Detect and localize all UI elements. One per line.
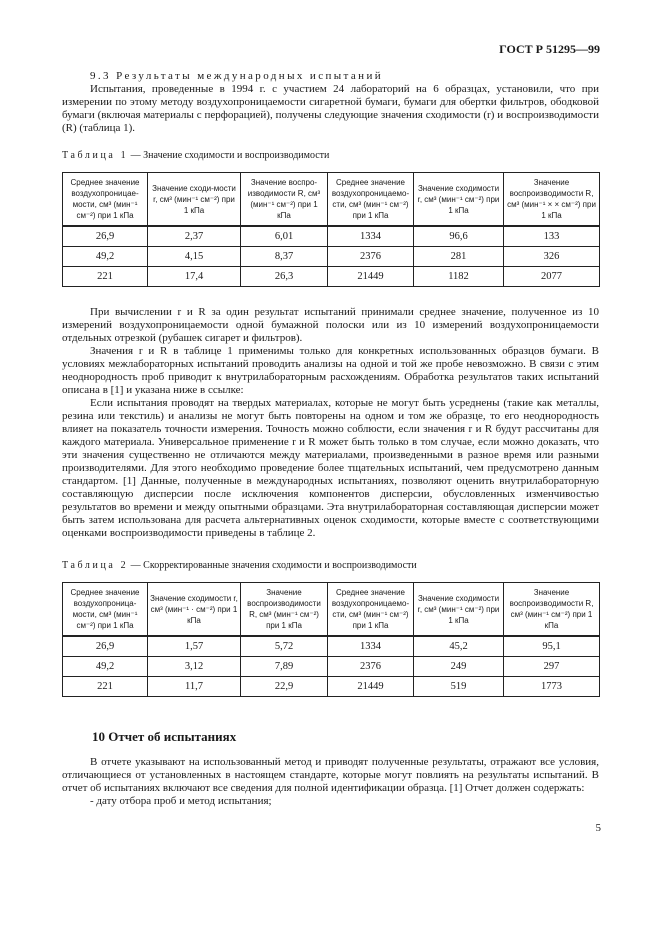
table1-caption <box>62 150 329 161</box>
document-header: ГОСТ Р 51295—99 <box>499 42 600 56</box>
table2-header-row <box>63 583 600 637</box>
table2-header: Среднее значение воздухопроница-мости, см³ (мин⁻¹ см⁻²) при 1 кПа <box>63 583 148 637</box>
table-cell: 49,2 <box>63 657 148 677</box>
table-cell: 26,9 <box>63 226 148 247</box>
table-cell: 3,12 <box>148 657 241 677</box>
list-item: - дату отбора проб и метод испытания; <box>90 795 272 807</box>
table-cell: 8,37 <box>241 247 328 267</box>
page-number: 5 <box>595 822 601 834</box>
table-cell: 7,89 <box>241 657 328 677</box>
table-cell: 21449 <box>328 267 414 287</box>
section-9-3-paragraph: Испытания, проведенные в 1994 г. с участием 24 лабораторий на 6 образцах, установили, что при измерении по этому методу воздухопроницаемости сигаретной бумаги, бумаги для обертки фильтров, ободковой бумаги (включая материалы с перфорацией), получены следующие значения сходимости (r) и воспроизводимости (R) (таблица 1). <box>62 83 599 134</box>
table-cell: 281 <box>414 247 504 267</box>
section-9-3 <box>62 70 599 135</box>
table1-header-row <box>63 173 600 227</box>
table2 <box>62 582 600 697</box>
paragraph: Если испытания проводят на твердых материалах, которые не могут быть усреднены (такие как металлы, резина или текстиль) и анализы не могут быть повторены на одном и том же образце, то его неоднородность влияет на показатель точности измерения. Точность можно соблюсти, если значения r и R будут рассчитаны для каждого материала. Универсальное применение r и R может быть только в том случае, если можно доказать, что эти значения существенно не отличаются между материалами, произведенными в разное время или разными производителями. Для этого необходимо проведение более тщательных испытаний, чем предусмотрено данным стандартом. [1] Данные, полученные в международных испытаниях, позволяют оценить внутрилабораторную составляющую дисперсии после исключения компонентов дисперсии, обусловленных изменчивостью результатов во времени и между опытными образцами. Эта внутрилабораторная составляющая дисперсии может быть затем использована для расчета альтернативных оценок сходимости, которые вместе с соответствующими оценками воспроизводимости приведены в таблице 2. <box>62 397 599 539</box>
section-9-3-title: 9.3 Результаты международных испытаний <box>90 70 384 82</box>
table-cell: 249 <box>414 657 504 677</box>
table-cell: 1,57 <box>148 636 241 657</box>
paragraph: Значения r и R в таблице 1 применимы только для конкретных использованных образцов бумаги. В условиях межлабораторных испытаний проводить анализы на одной и той же пробе невозможно. В связи с этим неоднородность проб приводит к внутрилабораторным расхождениям. Обработка результатов таких испытаний описана в [1] и указана ниже в ссылке: <box>62 345 599 396</box>
table2-header: Значение сходимости r, см³ (мин⁻¹ см⁻²) при 1 кПа <box>414 583 504 637</box>
table1-header: Значение сходимости r, см³ (мин⁻¹ см⁻²) при 1 кПа <box>414 173 504 227</box>
table-row <box>63 226 600 247</box>
section-10-title: 10 Отчет об испытаниях <box>92 729 237 744</box>
table2-header: Значение сходимости r, см³ (мин⁻¹ · см⁻²) при 1 кПа <box>148 583 241 637</box>
table-cell: 26,3 <box>241 267 328 287</box>
table-cell: 45,2 <box>414 636 504 657</box>
table-cell: 22,9 <box>241 677 328 697</box>
table-cell: 297 <box>504 657 600 677</box>
table1-header: Среднее значение воздухопроницае-мости, см³ (мин⁻¹ см⁻²) при 1 кПа <box>63 173 148 227</box>
table-cell: 5,72 <box>241 636 328 657</box>
table-cell: 2077 <box>504 267 600 287</box>
table-cell: 2376 <box>328 657 414 677</box>
table-cell: 4,15 <box>148 247 241 267</box>
table1 <box>62 172 600 287</box>
table-row <box>63 636 600 657</box>
table2-header: Значение воспроизводимости R, см³ (мин⁻¹ см⁻²) при 1 кПа <box>241 583 328 637</box>
table-cell: 2376 <box>328 247 414 267</box>
table-cell: 221 <box>63 267 148 287</box>
section-10-paragraph: В отчете указывают на использованный метод и приводят полученные результаты, отражают все условия, отличающиеся от установленных в настоящем стандарте, которые могут повлиять на результаты испытаний. В отчет об испытаниях включают все сведения для полной идентификации образца. [1] Отчет должен содержать: <box>62 756 599 794</box>
table1-header: Значение воспро-изводимости R, см³ (мин⁻¹ см⁻²) при 1 кПа <box>241 173 328 227</box>
table1-caption-text: — Значение сходимости и воспроизводимости <box>128 150 330 161</box>
table2-header: Значение воспроизводимости R, см³ (мин⁻¹ см⁻²) при 1 кПа <box>504 583 600 637</box>
table-cell: 21449 <box>328 677 414 697</box>
paragraph: При вычислении r и R за один результат испытаний принимали среднее значение, полученное из 10 измерений воздухопроницаемости одной бумажной полоски или из 10 измерений воздухопроницаемости отдельных отрезкой (рубашек сигарет и фильтров). <box>62 306 599 344</box>
table-cell: 11,7 <box>148 677 241 697</box>
table-row <box>63 657 600 677</box>
table-cell: 1334 <box>328 636 414 657</box>
table-cell: 133 <box>504 226 600 247</box>
table-cell: 2,37 <box>148 226 241 247</box>
section-10 <box>62 756 599 808</box>
table1-header: Значение воспроизводимости R, см³ (мин⁻¹ × × см⁻²) при 1 кПа <box>504 173 600 227</box>
table2-caption-text: — Скорректированные значения сходимости и воспроизводимости <box>128 560 417 571</box>
table-cell: 96,6 <box>414 226 504 247</box>
table-cell: 26,9 <box>63 636 148 657</box>
table-cell: 326 <box>504 247 600 267</box>
table-row <box>63 267 600 287</box>
table1-label: Таблица 1 <box>62 150 129 161</box>
table-cell: 49,2 <box>63 247 148 267</box>
table-cell: 17,4 <box>148 267 241 287</box>
table-row <box>63 247 600 267</box>
middle-text <box>62 306 599 540</box>
table1-header: Значение сходи-мости r, см³ (мин⁻¹ см⁻²) при 1 кПа <box>148 173 241 227</box>
table-cell: 221 <box>63 677 148 697</box>
table-cell: 1182 <box>414 267 504 287</box>
table-cell: 1334 <box>328 226 414 247</box>
table2-label: Таблица 2 <box>62 560 129 571</box>
table1-header: Среднее значение воздухопроницаемо-сти, см³ (мин⁻¹ см⁻²) при 1 кПа <box>328 173 414 227</box>
table-cell: 95,1 <box>504 636 600 657</box>
table2-caption <box>62 560 417 571</box>
table-row <box>63 677 600 697</box>
table-cell: 1773 <box>504 677 600 697</box>
table-cell: 6,01 <box>241 226 328 247</box>
table2-header: Среднее значение воздухопроницаемо-сти, см³ (мин⁻¹ см⁻²) при 1 кПа <box>328 583 414 637</box>
table-cell: 519 <box>414 677 504 697</box>
